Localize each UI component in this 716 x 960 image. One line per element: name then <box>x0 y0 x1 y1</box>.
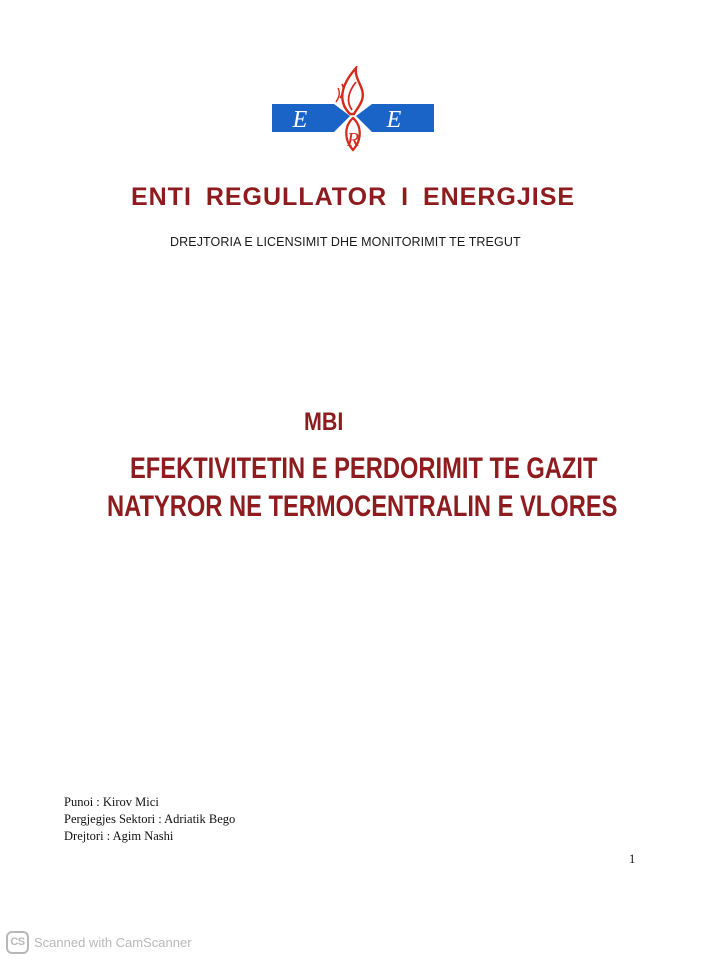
organization-name <box>0 183 716 212</box>
logo-letter-left: E <box>292 107 308 133</box>
department-name: DREJTORIA E LICENSIMIT DHE MONITORIMIT TE TREGUT <box>170 235 521 249</box>
credit-sector-head: Pergjegjes Sektori : Adriatik Bego <box>64 812 236 826</box>
report-title-line-3: NATYROR NE TERMOCENTRALIN E VLORES <box>107 490 618 523</box>
scanner-watermark-text: Scanned with CamScanner <box>34 934 192 950</box>
credit-author: Punoi : Kirov Mici <box>64 795 159 809</box>
scanner-watermark <box>6 929 192 955</box>
report-title-line-2: EFEKTIVITETIN E PERDORIMIT TE GAZIT <box>130 452 598 485</box>
credit-director: Drejtori : Agim Nashi <box>64 829 174 843</box>
logo-letter-right: E <box>386 107 402 133</box>
organization-name-text: ENTI REGULLATOR I ENERGJISE <box>130 183 576 211</box>
report-title-line-1: MBI <box>304 408 344 436</box>
ere-logo-icon <box>270 66 436 152</box>
page-number: 1 <box>629 852 636 866</box>
credits-block <box>64 794 235 845</box>
logo-letter-center: R <box>346 129 360 151</box>
camscanner-logo-icon: CS <box>6 931 29 954</box>
